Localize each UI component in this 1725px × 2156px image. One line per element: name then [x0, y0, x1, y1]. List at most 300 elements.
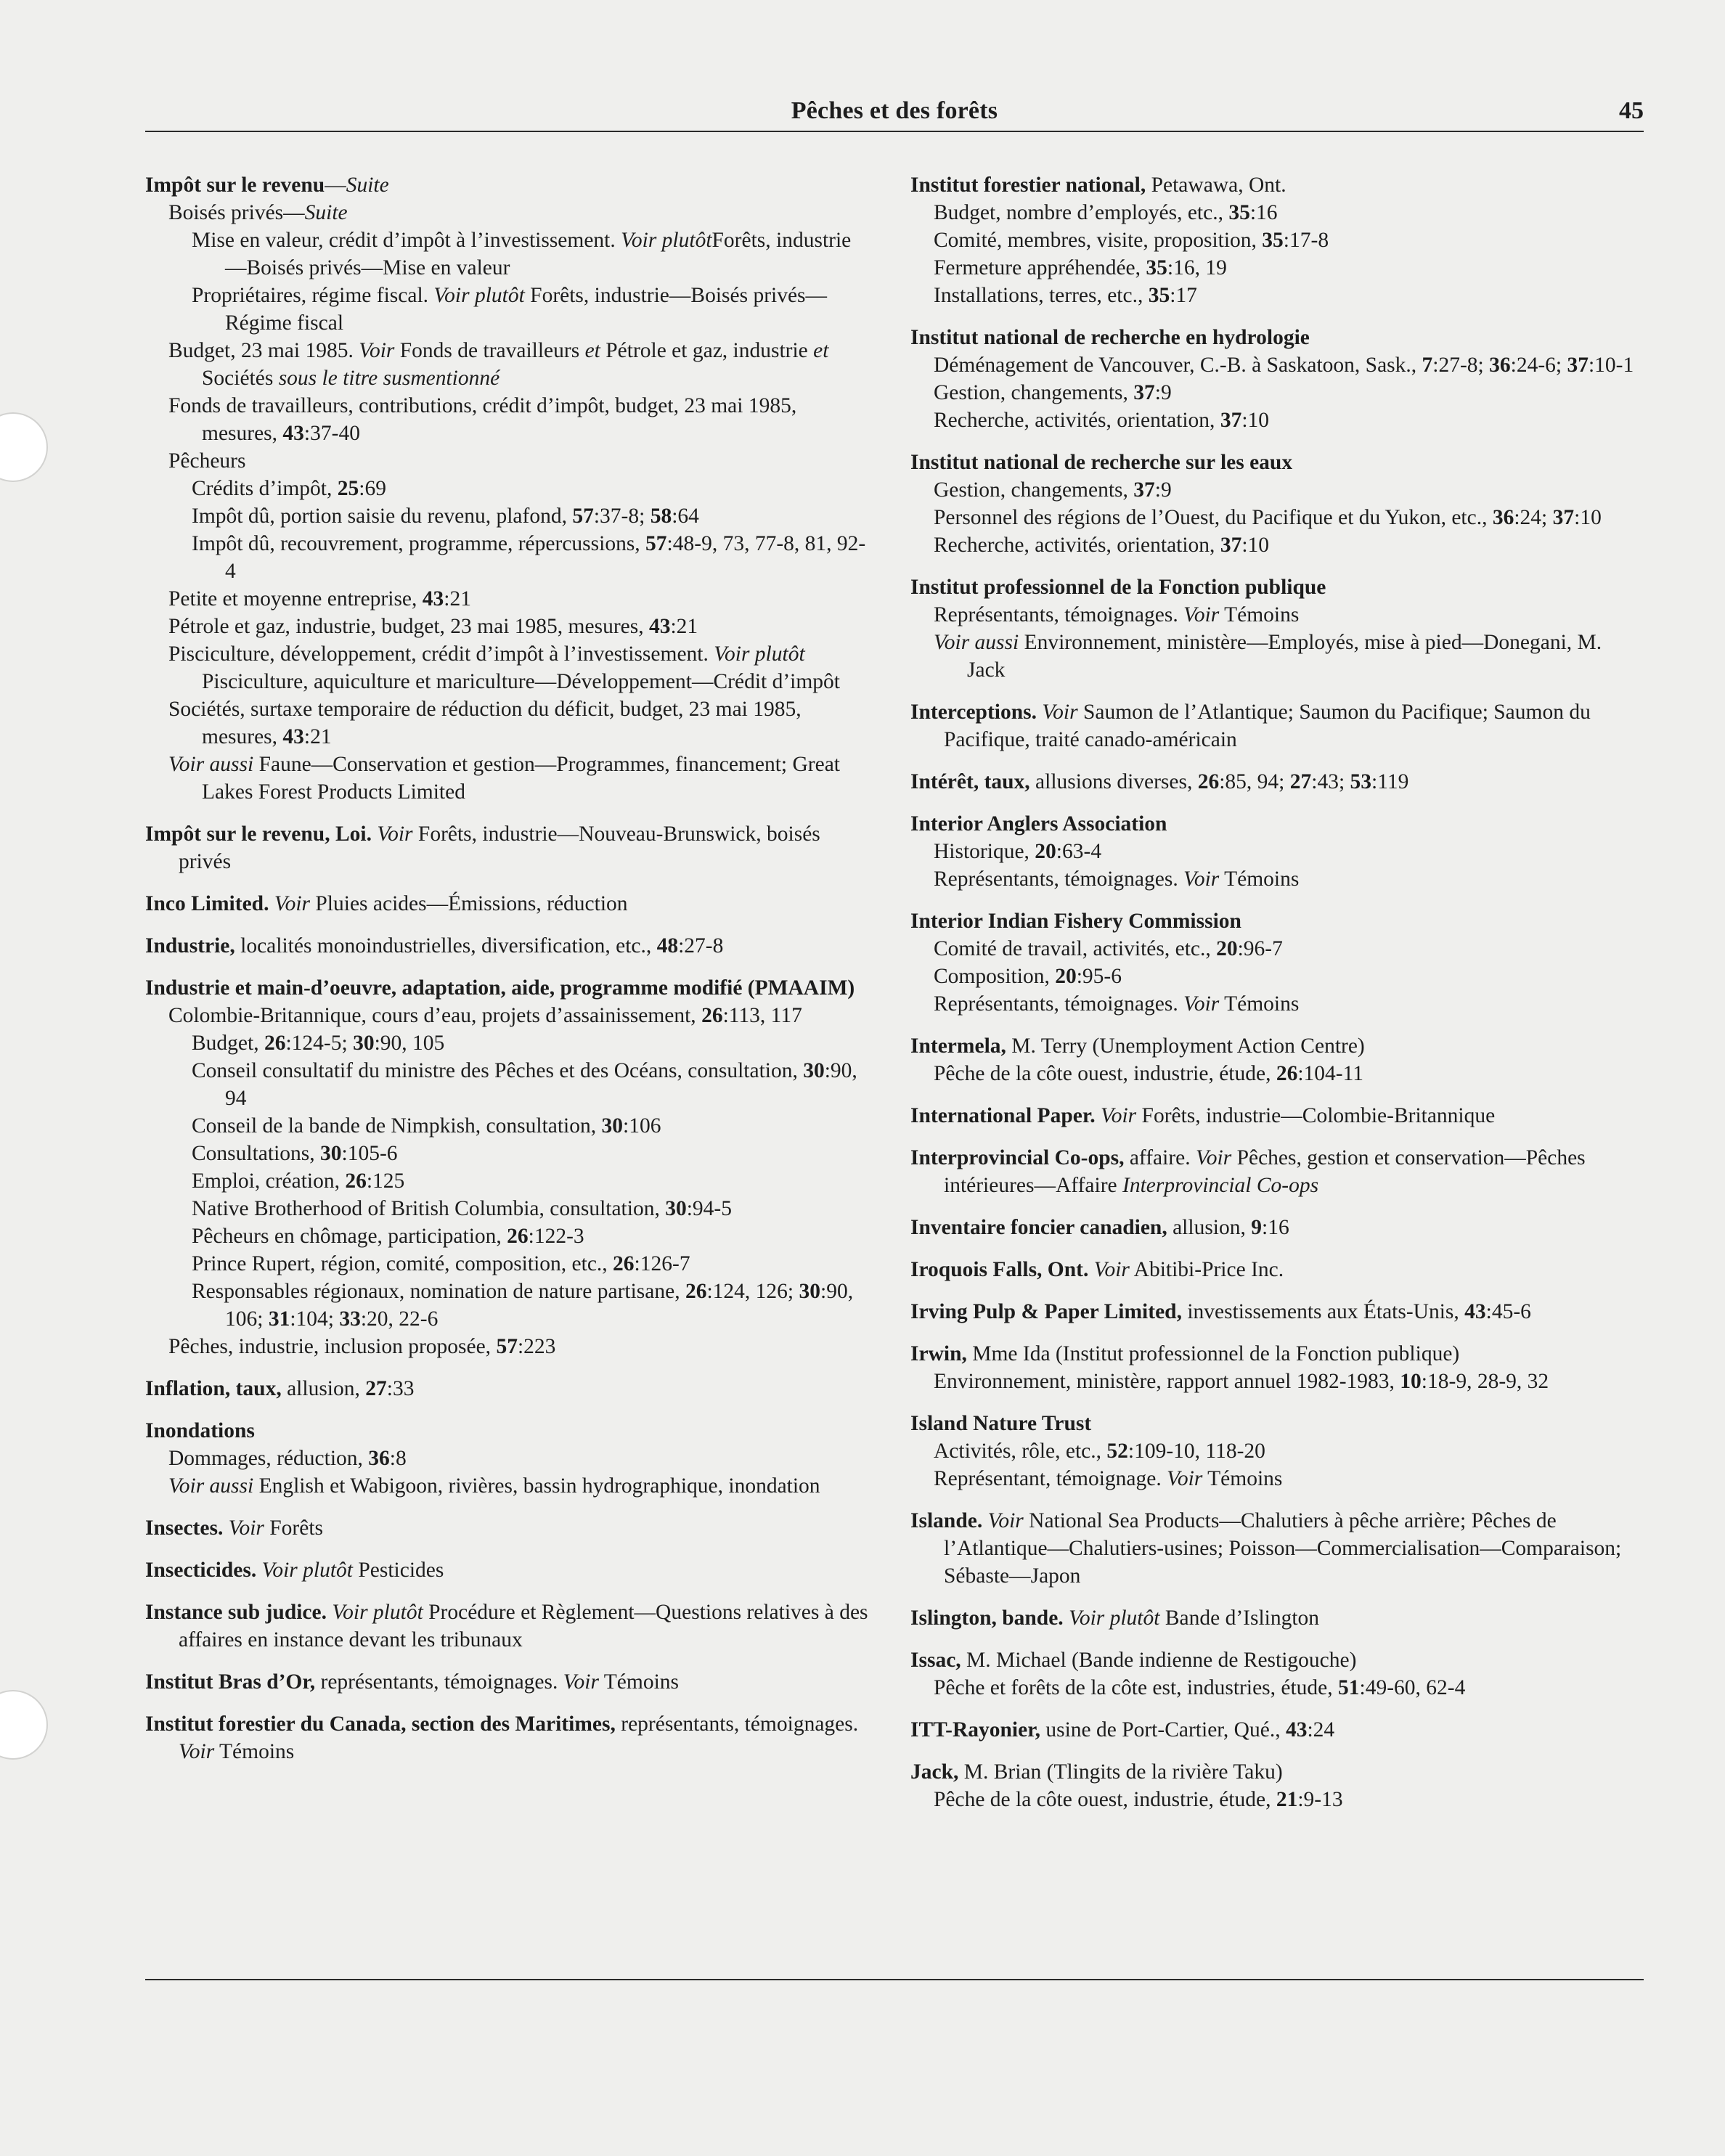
- index-subentry: [145, 199, 871, 226]
- index-subentry: [910, 1437, 1644, 1465]
- entry-text: 52: [1106, 1440, 1128, 1463]
- entry-text: 27: [365, 1377, 387, 1400]
- index-entry-heading: [910, 449, 1644, 476]
- index-entry-heading: [910, 1340, 1644, 1368]
- index-subentry: [145, 1029, 871, 1057]
- index-subentry: [910, 379, 1644, 407]
- entry-text: 57: [572, 505, 594, 528]
- entry-text: :16: [1262, 1216, 1289, 1239]
- entry-text: :119: [1371, 770, 1409, 793]
- entry-text: Interprovincial Co-ops,: [910, 1146, 1125, 1169]
- entry-text: 30: [353, 1032, 375, 1055]
- entry-text: Pisciculture, développement, crédit d’impôt à l’investissement.: [168, 642, 714, 666]
- entry-text: :9: [1154, 478, 1172, 502]
- index-entry-heading: [910, 1507, 1644, 1590]
- entry-text: Institut national de recherche en hydrologie: [910, 326, 1310, 349]
- index-entry-heading: [910, 324, 1644, 351]
- entry-text: Native Brotherhood of British Columbia, consultation,: [192, 1197, 666, 1220]
- entry-text: usine de Port-Cartier, Qué.,: [1040, 1718, 1286, 1741]
- entry-text: Voir: [1183, 992, 1220, 1016]
- index-subentry: [145, 585, 871, 613]
- entry-text: sous le titre susmentionné: [278, 367, 500, 390]
- index-entry-heading: [910, 171, 1644, 199]
- index-subentry: [910, 1786, 1644, 1813]
- index-entry-heading: [910, 1646, 1644, 1674]
- entry-text: Pêches, industrie, inclusion proposée,: [168, 1335, 497, 1358]
- entry-text: 43: [282, 725, 304, 748]
- entry-text: :17: [1170, 284, 1197, 307]
- index-subentry: [910, 1674, 1644, 1702]
- entry-text: 37: [1567, 354, 1589, 377]
- entry-text: Inondations: [145, 1419, 255, 1442]
- index-subentry: [910, 838, 1644, 865]
- entry-text: 30: [799, 1280, 820, 1303]
- entry-text: Voir: [1095, 1104, 1137, 1127]
- entry-text: :27-8;: [1432, 354, 1490, 377]
- entry-text: Comité de travail, activités, etc.,: [934, 937, 1217, 960]
- entry-text: :18-9, 28-9, 32: [1421, 1370, 1549, 1393]
- entry-text: :33: [386, 1377, 415, 1400]
- entry-text: 20: [1216, 937, 1238, 960]
- entry-text: Gestion, changements,: [934, 381, 1134, 404]
- entry-text: Pêcheurs en chômage, participation,: [192, 1225, 507, 1248]
- entry-text: Budget, nombre d’employés, etc.,: [934, 201, 1229, 224]
- entry-text: 26: [345, 1169, 367, 1193]
- entry-text: :27-8: [678, 934, 724, 957]
- entry-text: Institut Bras d’Or,: [145, 1670, 316, 1694]
- entry-text: 36: [368, 1447, 390, 1470]
- index-entry-heading: [145, 1668, 871, 1696]
- entry-text: Irwin,: [910, 1342, 967, 1365]
- index-entry-heading: [910, 1032, 1644, 1060]
- entry-text: Voir plutôt: [1063, 1606, 1160, 1630]
- entry-text: :9-13: [1297, 1788, 1343, 1811]
- page-header: [145, 97, 1644, 134]
- entry-text: 51: [1338, 1676, 1360, 1699]
- entry-text: 20: [1035, 840, 1056, 863]
- entry-text: 37: [1220, 534, 1242, 557]
- entry-text: Impôt sur le revenu, Loi.: [145, 822, 372, 846]
- index-subentry: [910, 865, 1644, 893]
- entry-text: M. Terry (Unemployment Action Centre): [1006, 1034, 1365, 1058]
- entry-text: :48-9, 73, 77-8, 81, 92-4: [225, 532, 866, 583]
- entry-text: :24: [1307, 1718, 1335, 1741]
- entry-text: et: [584, 339, 600, 362]
- entry-text: Conseil consultatif du ministre des Pêches et des Océans, consultation,: [192, 1059, 804, 1082]
- entry-text: 43: [282, 422, 304, 445]
- entry-text: :10-1: [1588, 354, 1634, 377]
- entry-text: :104;: [290, 1307, 340, 1331]
- index-entry-heading: [910, 1144, 1644, 1199]
- entry-text: 26: [264, 1032, 286, 1055]
- entry-text: 35: [1228, 201, 1250, 224]
- entry-text: :45-6: [1485, 1300, 1531, 1323]
- entry-text: :106: [623, 1114, 661, 1138]
- entry-text: Pluies acides—Émissions, réduction: [310, 892, 628, 915]
- entry-text: Composition,: [934, 965, 1056, 988]
- entry-text: 37: [1133, 478, 1155, 502]
- entry-text: Témoins: [1219, 992, 1300, 1016]
- entry-text: Voir: [1167, 1467, 1203, 1490]
- entry-text: :96-7: [1237, 937, 1283, 960]
- entry-text: :69: [359, 477, 386, 500]
- index-subentry: [145, 1278, 871, 1333]
- entry-text: :21: [670, 615, 698, 638]
- entry-text: Pesticides: [352, 1559, 444, 1582]
- entry-text: Dommages, réduction,: [168, 1447, 369, 1470]
- index-subentry: [910, 226, 1644, 254]
- entry-text: Déménagement de Vancouver, C.-B. à Saskatoon, Sask.,: [934, 354, 1422, 377]
- index-entry-heading: [145, 932, 871, 960]
- index-entry-heading: [145, 1556, 871, 1584]
- index-subentry: [145, 1057, 871, 1112]
- entry-text: allusion,: [1167, 1216, 1252, 1239]
- entry-text: Recherche, activités, orientation,: [934, 409, 1220, 432]
- entry-text: Interior Anglers Association: [910, 812, 1167, 836]
- index-entry-heading: [910, 1256, 1644, 1283]
- entry-text: Islande.: [910, 1509, 983, 1532]
- entry-text: :21: [444, 587, 471, 611]
- index-subentry: [145, 1250, 871, 1278]
- entry-text: Représentants, témoignages.: [934, 603, 1184, 626]
- index-subentry: [145, 1167, 871, 1195]
- entry-text: Pisciculture, aquiculture et mariculture—Développement—Crédit d’impôt: [202, 670, 841, 693]
- entry-text: Crédits d’impôt,: [192, 477, 338, 500]
- entry-text: 26: [613, 1252, 635, 1275]
- entry-text: Représentant, témoignage.: [934, 1467, 1167, 1490]
- index-subentry: [910, 476, 1644, 504]
- entry-text: 26: [701, 1004, 723, 1027]
- entry-text: 53: [1350, 770, 1372, 793]
- entry-text: :8: [389, 1447, 407, 1470]
- index-entry-heading: [145, 890, 871, 918]
- entry-text: National Sea Products—Chalutiers à pêche arrière; Pêches de l’Atlantique—Chalutiers-usines; Poisson—Commercialisation—Comparaison; Sébaste—Japon: [944, 1509, 1622, 1588]
- index-subentry: [910, 254, 1644, 282]
- entry-text: Fonds de travailleurs: [394, 339, 585, 362]
- entry-text: Inventaire foncier canadien,: [910, 1216, 1167, 1239]
- index-entry-heading: [910, 907, 1644, 935]
- index-subentry: [910, 1368, 1644, 1395]
- index-subentry: [145, 475, 871, 502]
- entry-text: 57: [496, 1335, 518, 1358]
- entry-text: :124, 126;: [706, 1280, 799, 1303]
- index-subentry: [910, 990, 1644, 1018]
- entry-text: Pêches, gestion et conservation—Pêches intérieures—Affaire: [944, 1146, 1586, 1197]
- index-entry-heading: [910, 698, 1644, 754]
- entry-text: 27: [1289, 770, 1312, 793]
- index-entry-heading: [145, 1514, 871, 1542]
- entry-text: 26: [1276, 1062, 1298, 1085]
- entry-text: Budget, 23 mai 1985.: [168, 339, 359, 362]
- entry-text: Budget,: [192, 1032, 264, 1055]
- entry-text: Interceptions.: [910, 701, 1037, 724]
- entry-text: 36: [1492, 506, 1514, 529]
- index-subentry: [145, 1445, 871, 1472]
- entry-text: 30: [601, 1114, 624, 1138]
- entry-text: Procédure et Règlement—Questions relatives à des affaires en instance devant les tribunaux: [179, 1601, 868, 1651]
- entry-text: 10: [1400, 1370, 1422, 1393]
- header-rule: [145, 131, 1644, 132]
- entry-text: 21: [1276, 1788, 1298, 1811]
- entry-text: International Paper.: [910, 1104, 1096, 1127]
- entry-text: Boisés privés—: [168, 201, 305, 224]
- index-subentry: [145, 1195, 871, 1222]
- entry-text: :16: [1249, 201, 1278, 224]
- entry-text: :94-5: [686, 1197, 732, 1220]
- index-column-left: [145, 171, 871, 1765]
- entry-text: Sociétés: [202, 367, 279, 390]
- entry-text: 30: [320, 1142, 342, 1165]
- entry-text: Témoins: [1219, 867, 1300, 891]
- entry-text: localités monoindustrielles, diversification, etc.,: [235, 934, 657, 957]
- entry-text: Islington, bande.: [910, 1606, 1064, 1630]
- entry-text: Pétrole et gaz, industrie, budget, 23 mai 1985, mesures,: [168, 615, 649, 638]
- entry-text: Recherche, activités, orientation,: [934, 534, 1220, 557]
- entry-text: Forêts: [264, 1516, 324, 1540]
- entry-text: Témoins: [214, 1740, 295, 1763]
- entry-text: Issac,: [910, 1649, 961, 1672]
- entry-text: :124-5;: [285, 1032, 354, 1055]
- entry-text: Suite: [346, 173, 389, 197]
- entry-text: Iroquois Falls, Ont.: [910, 1258, 1089, 1281]
- entry-text: Pétrole et gaz, industrie: [600, 339, 814, 362]
- entry-text: représentants, témoignages.: [615, 1712, 859, 1736]
- index-subentry: [145, 226, 871, 282]
- entry-text: Représentants, témoignages.: [934, 867, 1184, 891]
- entry-text: —: [325, 173, 346, 197]
- index-entry-heading: [910, 1214, 1644, 1241]
- index-entry-heading: [910, 1758, 1644, 1786]
- entry-text: Voir: [982, 1509, 1024, 1532]
- entry-text: Emploi, création,: [192, 1169, 346, 1193]
- entry-text: 31: [268, 1307, 290, 1331]
- index-subentry: [145, 282, 871, 337]
- entry-text: Prince Rupert, région, comité, composition, etc.,: [192, 1252, 613, 1275]
- entry-text: Comité, membres, visite, proposition,: [934, 229, 1263, 252]
- index-entry-heading: [910, 1102, 1644, 1130]
- entry-text: :10: [1241, 409, 1270, 432]
- index-entry-heading: [910, 573, 1644, 601]
- index-entry-heading: [145, 1417, 871, 1445]
- index-entry-heading: [145, 974, 871, 1002]
- entry-text: Voir: [1037, 701, 1078, 724]
- entry-text: 26: [685, 1280, 707, 1303]
- entry-text: Forêts, industrie—Boisés privés—Régime fiscal: [225, 284, 828, 335]
- index-subentry: [145, 530, 871, 585]
- entry-text: 20: [1055, 965, 1077, 988]
- entry-text: Inco Limited.: [145, 892, 269, 915]
- entry-text: Voir: [1183, 603, 1220, 626]
- entry-text: Personnel des régions de l’Ouest, du Pacifique et du Yukon, etc.,: [934, 506, 1493, 529]
- entry-text: Jack,: [910, 1760, 959, 1784]
- entry-text: sub judice.: [227, 1601, 327, 1624]
- entry-text: Sociétés, surtaxe temporaire de réduction du déficit, budget, 23 mai 1985, mesures,: [168, 698, 802, 748]
- entry-text: 48: [656, 934, 679, 957]
- entry-text: :16, 19: [1167, 256, 1227, 279]
- index-column-right: [910, 171, 1644, 1813]
- entry-text: Petawawa, Ont.: [1146, 173, 1286, 197]
- entry-text: 43: [422, 587, 444, 611]
- entry-text: allusions diverses,: [1029, 770, 1198, 793]
- entry-text: Voir: [371, 822, 413, 846]
- index-subentry: [910, 629, 1644, 684]
- entry-text: 35: [1262, 229, 1284, 252]
- index-subentry: [145, 1333, 871, 1360]
- entry-text: 26: [507, 1225, 529, 1248]
- entry-text: Interior Indian Fishery Commission: [910, 910, 1241, 933]
- entry-text: :104-11: [1297, 1062, 1364, 1085]
- entry-text: Voir: [1196, 1146, 1232, 1169]
- index-subentry: [145, 1472, 871, 1500]
- entry-text: Fermeture appréhendée,: [934, 256, 1146, 279]
- entry-text: et: [813, 339, 829, 362]
- entry-text: Responsables régionaux, nomination de nature partisane,: [192, 1280, 685, 1303]
- entry-text: M. Brian (Tlingits de la rivière Taku): [958, 1760, 1283, 1784]
- index-subentry: [145, 502, 871, 530]
- entry-text: :24-6;: [1510, 354, 1567, 377]
- entry-text: Mme Ida (Institut professionnel de la Fonction publique): [966, 1342, 1460, 1365]
- entry-text: Gestion, changements,: [934, 478, 1134, 502]
- entry-text: Environnement, ministère, rapport annuel 1982-1983,: [934, 1370, 1400, 1393]
- entry-text: Voir: [1183, 867, 1220, 891]
- entry-text: :9: [1154, 381, 1172, 404]
- entry-text: Installations, terres, etc.,: [934, 284, 1149, 307]
- entry-text: Mise en valeur, crédit d’impôt à l’investissement.: [192, 229, 621, 252]
- index-subentry: [910, 504, 1644, 531]
- entry-text: Interprovincial Co-ops: [1122, 1174, 1319, 1197]
- entry-text: affaire.: [1124, 1146, 1196, 1169]
- entry-text: Abitibi-Price Inc.: [1129, 1258, 1284, 1281]
- index-entry-heading: [145, 1375, 871, 1402]
- index-subentry: [145, 392, 871, 447]
- entry-text: Saumon de l’Atlantique; Saumon du Pacifique; Saumon du Pacifique, traité canado-américain: [944, 701, 1591, 751]
- index-subentry: [145, 1140, 871, 1167]
- entry-text: :122-3: [528, 1225, 584, 1248]
- entry-text: Historique,: [934, 840, 1035, 863]
- index-subentry: [910, 407, 1644, 434]
- entry-text: Intérêt, taux,: [910, 770, 1030, 793]
- index-subentry: [145, 1112, 871, 1140]
- entry-text: Institut forestier national,: [910, 173, 1146, 197]
- punch-hole-top: [0, 412, 48, 482]
- entry-text: Institut professionnel de la Fonction publique: [910, 576, 1326, 599]
- entry-text: :90, 105: [374, 1032, 445, 1055]
- entry-text: 35: [1148, 284, 1170, 307]
- entry-text: 43: [648, 615, 671, 638]
- entry-text: :113, 117: [722, 1004, 802, 1027]
- entry-text: Institut forestier du Canada, section des Maritimes,: [145, 1712, 616, 1736]
- entry-text: 37: [1220, 409, 1242, 432]
- entry-text: ITT-Rayonier,: [910, 1718, 1040, 1741]
- index-subentry: [910, 1060, 1644, 1087]
- entry-text: 58: [650, 505, 672, 528]
- entry-text: 30: [803, 1059, 825, 1082]
- entry-text: :63-4: [1056, 840, 1102, 863]
- entry-text: Insecticides.: [145, 1559, 257, 1582]
- index-entry-heading: [145, 1710, 871, 1765]
- entry-text: Environnement, ministère—Employés, mise à pied—Donegani, M. Jack: [967, 631, 1602, 682]
- entry-text: représentants, témoignages.: [315, 1670, 563, 1694]
- entry-text: 37: [1133, 381, 1155, 404]
- entry-text: Petite et moyenne entreprise,: [168, 587, 423, 611]
- entry-text: Conseil de la bande de Nimpkish, consultation,: [192, 1114, 602, 1138]
- entry-text: :24;: [1514, 506, 1553, 529]
- entry-text: :37-8;: [593, 505, 651, 528]
- entry-text: :85, 94;: [1219, 770, 1290, 793]
- entry-text: Inflation, taux,: [145, 1377, 282, 1400]
- entry-text: allusion,: [281, 1377, 366, 1400]
- entry-text: Voir plutôt: [327, 1601, 423, 1624]
- entry-text: English et Wabigoon, rivières, bassin hydrographique, inondation: [253, 1474, 820, 1498]
- page-number: 45: [1619, 97, 1644, 124]
- entry-text: :126-7: [634, 1252, 690, 1275]
- entry-text: 30: [665, 1197, 687, 1220]
- entry-text: Industrie,: [145, 934, 235, 957]
- index-entry-heading: [145, 1598, 871, 1654]
- index-subentry: [145, 613, 871, 640]
- entry-text: 7: [1422, 354, 1433, 377]
- entry-text: :10: [1241, 534, 1270, 557]
- entry-text: Institut national de recherche sur les eaux: [910, 451, 1293, 474]
- entry-text: Témoins: [1219, 603, 1300, 626]
- entry-text: Propriétaires, régime fiscal.: [192, 284, 434, 307]
- entry-text: Activités, rôle, etc.,: [934, 1440, 1107, 1463]
- entry-text: 33: [339, 1307, 361, 1331]
- index-entry-heading: [910, 1604, 1644, 1632]
- index-subentry: [145, 1002, 871, 1029]
- entry-text: Pêche et forêts de la côte est, industries, étude,: [934, 1676, 1339, 1699]
- entry-text: M. Michael (Bande indienne de Restigouche): [961, 1649, 1357, 1672]
- index-entry-heading: [145, 820, 871, 875]
- index-subentry: [145, 447, 871, 475]
- entry-text: Voir plutôt: [433, 284, 525, 307]
- entry-text: 9: [1251, 1216, 1263, 1239]
- entry-text: Colombie-Britannique, cours d’eau, projets d’assainissement,: [168, 1004, 702, 1027]
- index-subentry: [910, 199, 1644, 226]
- entry-text: Voir plutôt: [714, 642, 805, 666]
- entry-text: 36: [1489, 354, 1511, 377]
- index-subentry: [910, 963, 1644, 990]
- entry-text: :37-40: [303, 422, 360, 445]
- entry-text: :90, 106;: [225, 1280, 854, 1331]
- entry-text: Voir aussi: [168, 1474, 254, 1498]
- entry-text: :20, 22-6: [360, 1307, 439, 1331]
- entry-text: 26: [1197, 770, 1220, 793]
- entry-text: :17-8: [1283, 229, 1329, 252]
- entry-text: Pêche de la côte ouest, industrie, étude,: [934, 1062, 1276, 1085]
- entry-text: Témoins: [598, 1670, 680, 1694]
- entry-text: 37: [1552, 506, 1575, 529]
- entry-text: Pêche de la côte ouest, industrie, étude,: [934, 1788, 1276, 1811]
- entry-text: Faune—Conservation et gestion—Programmes, financement; Great Lakes Forest Products Limited: [202, 753, 840, 804]
- entry-text: Intermela,: [910, 1034, 1006, 1058]
- punch-hole-bottom: [0, 1690, 48, 1760]
- entry-text: Irving Pulp & Paper Limited,: [910, 1300, 1182, 1323]
- entry-text: Voir plutôt: [256, 1559, 353, 1582]
- entry-text: 25: [337, 477, 359, 500]
- index-subentry: [910, 601, 1644, 629]
- entry-text: 35: [1146, 256, 1167, 279]
- entry-text: Consultations,: [192, 1142, 321, 1165]
- entry-text: investissements aux États-Unis,: [1181, 1300, 1465, 1323]
- entry-text: Voir: [179, 1740, 215, 1763]
- index-subentry: [910, 351, 1644, 379]
- entry-text: Voir plutôt: [621, 229, 712, 252]
- entry-text: Voir: [223, 1516, 264, 1540]
- entry-text: Représentants, témoignages.: [934, 992, 1184, 1016]
- entry-text: Forêts, industrie—Colombie-Britannique: [1136, 1104, 1496, 1127]
- entry-text: :223: [517, 1335, 556, 1358]
